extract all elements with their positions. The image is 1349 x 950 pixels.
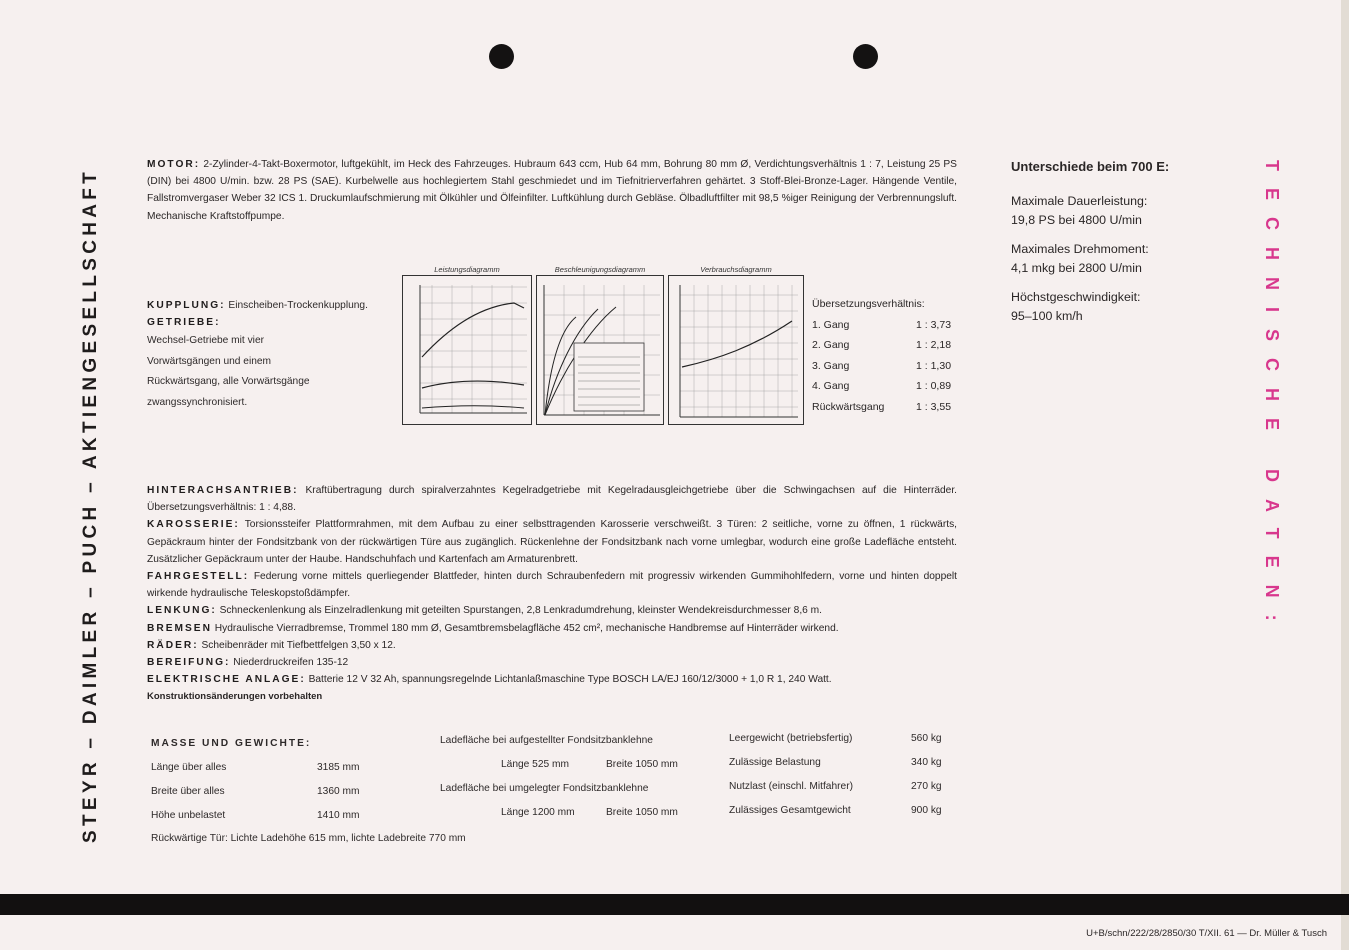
differences-title: Unterschiede beim 700 E: [1011, 159, 1170, 174]
tuer-text: Rückwärtige Tür: Lichte Ladehöhe 615 mm, lichte Ladebreite 770 mm [151, 833, 466, 844]
leistung-diagram [402, 265, 532, 425]
bottom-bar [0, 894, 1349, 915]
gear-ratio-value: 1 : 3,55 [916, 400, 952, 413]
weight-value: 560 kg [911, 733, 942, 744]
section-title-vertical: TECHNISCHE DATEN: [1262, 160, 1282, 638]
mass-value: 3185 mm [317, 762, 360, 773]
raeder-text: Scheibenräder mit Tiefbettfelgen 3,50 x 12. [201, 639, 396, 651]
gear-name: 4. Gang [812, 380, 850, 393]
weight-label: Zulässiges Gesamtgewicht [729, 805, 851, 816]
masse-title: MASSE UND GEWICHTE: [151, 738, 312, 749]
gear-ratio-value: 1 : 0,89 [916, 380, 952, 393]
verbrauch-diagram-title: Verbrauchsdiagramm [700, 265, 772, 274]
karosserie-label: KAROSSERIE: [147, 519, 240, 531]
gear-name: 3. Gang [812, 359, 850, 372]
mass-value: 1410 mm [317, 810, 360, 821]
lenkung-text: Schneckenlenkung als Einzelradlenkung mit geteilten Spurstangen, 2,8 Lenkradumdrehung, kleinster Wendekreisdurchmesser 8,6 m. [219, 605, 822, 617]
page-edge [1341, 0, 1349, 950]
hinterachs-label: HINTERACHSANTRIEB: [147, 485, 299, 496]
vorbehalt-note: Konstruktionsänderungen vorbehalten [147, 691, 323, 703]
gear-name: 1. Gang [812, 318, 850, 331]
print-footer: U+B/schn/222/28/2850/30 T/XII. 61 — Dr. Müller & Tusch [1086, 928, 1327, 939]
mass-label: Höhe unbelastet [151, 810, 226, 821]
verbrauch-diagram-graph [668, 275, 804, 425]
lenkung-label: LENKUNG: [147, 605, 217, 617]
ladeflaeche-breite: Breite 1050 mm [606, 759, 678, 770]
weight-label: Nutzlast (einschl. Mitfahrer) [729, 781, 853, 792]
ladeflaeche-label: Ladefläche bei umgelegter Fondsitzbanklehne [440, 783, 649, 794]
punch-hole-right [853, 44, 878, 69]
getriebe-label: GETRIEBE: [147, 317, 221, 329]
getriebe-line: Rückwärtsgang, alle Vorwärtsgänge [147, 376, 310, 388]
leistung-diagram-title: Leistungsdiagramm [434, 265, 500, 274]
weight-value: 270 kg [911, 781, 942, 792]
diff-label: Maximales Drehmoment: [1011, 242, 1149, 256]
mass-label: Breite über alles [151, 786, 225, 797]
bremsen-text: Hydraulische Vierradbremse, Trommel 180 mm Ø, Gesamtbremsbelagfläche 452 cm², mechanische Handbremse auf Hinterräder wirkend. [214, 622, 839, 634]
diff-label: Maximale Dauerleistung: [1011, 194, 1148, 208]
bremsen-label: BREMSEN [147, 622, 212, 634]
gear-name: 2. Gang [812, 339, 850, 352]
mass-value: 1360 mm [317, 786, 360, 797]
fahrgestell-label: FAHRGESTELL: [147, 571, 250, 583]
hinterachs-text: Kraftübertragung durch spiralverzahntes Kegelradgetriebe mit Kegelradausgleichgetriebe über die Schwingachsen auf die Hinterräder. Übersetzungsverhältnis: 1 : 4,88. [147, 485, 957, 514]
getriebe-line: Wechsel-Getriebe mit vier [147, 335, 265, 347]
weight-label: Leergewicht (betriebsfertig) [729, 733, 853, 744]
ladeflaeche-laenge: Länge 1200 mm [501, 807, 575, 818]
weight-label: Zulässige Belastung [729, 757, 821, 768]
bereifung-label: BEREIFUNG: [147, 657, 231, 669]
company-name-vertical: STEYR – DAIMLER – PUCH – AKTIENGESELLSCHAFT [80, 167, 101, 843]
raeder-label: RÄDER: [147, 639, 199, 651]
beschleunigung-diagram-title: Beschleunigungsdiagramm [554, 265, 646, 274]
leistung-diagram-graph [402, 275, 532, 425]
fahrgestell-text: Federung vorne mittels querliegender Blattfeder, hinten durch Schraubenfedern mit progressiv wirkenden Gummihohlfedern, vorne und hinten doppelt wirkende hydraulische Teleskopstoßdämpfer. [147, 571, 957, 600]
ladeflaeche-breite: Breite 1050 mm [606, 807, 678, 818]
motor-label: MOTOR: [147, 159, 201, 170]
ladeflaeche-label: Ladefläche bei aufgestellter Fondsitzbanklehne [440, 735, 653, 746]
motor-text: 2-Zylinder-4-Takt-Boxermotor, luftgekühlt, im Heck des Fahrzeuges. Hubraum 643 ccm, Hub 64 mm, Bohrung 80 mm Ø, Verdichtungsverhältnis 1 : 7, Leistung 25 PS (DIN) bei 4800 U/min. bzw. 28 PS (SAE). Kurbelwelle aus hochlegiertem Stahl geschmiedet und im Tiefnitrierverfahren gehärtet. 3 Stoff-Blei-Bronze-Lager. Hängende Ventile, Fallstromvergaser Weber 32 ICS 1. Druckumlaufschmierung mit Ölkühler und Ölfeinfilter. Luftkühlung durch Gebläse. Ölbadluftfilter mit 98,5 %iger Reinigung der Verbrennungsluft. Mechanische Kraftstoffpumpe. [147, 159, 957, 222]
gear-ratios [812, 294, 951, 418]
getriebe-line: zwangssynchronisiert. [147, 396, 248, 408]
weight-value: 340 kg [911, 757, 942, 768]
diff-value: 19,8 PS bei 4800 U/min [1011, 213, 1142, 227]
elektrik-label: ELEKTRISCHE ANLAGE: [147, 674, 306, 686]
bereifung-text: Niederdruckreifen 135-12 [233, 657, 349, 669]
kupplung-label: KUPPLUNG: [147, 300, 226, 311]
gear-ratio-row [812, 315, 951, 336]
diff-value: 95–100 km/h [1011, 309, 1083, 323]
beschleunigung-diagram-graph [536, 275, 664, 425]
gear-ratio-row [812, 356, 951, 377]
gear-ratio-value: 1 : 3,73 [916, 318, 952, 331]
specs-section [147, 482, 957, 706]
kupplung-text: Einscheiben-Trockenkupplung. [228, 300, 368, 311]
ladeflaeche-laenge: Länge 525 mm [501, 759, 569, 770]
mass-label: Länge über alles [151, 762, 227, 773]
punch-hole-left [489, 44, 514, 69]
gear-ratios-title: Übersetzungsverhältnis: [812, 298, 925, 310]
karosserie-text: Torsionssteifer Plattformrahmen, mit dem Aufbau zu einer selbsttragenden Karosserie verschweißt. 3 Türen: 2 seitliche, vorne zu öffnen, 1 rückwärts, Gepäckraum hinter der Fondsitzbank von der rückwärtigen Türe aus zugänglich. Rückenlehne der Fondsitzbank nach vorne umlegbar, wodurch eine große Ladefläche entsteht. Zusätzlicher Gepäckraum unter der Haube. Handschuhfach und Kartenfach am Armaturenbrett. [147, 519, 957, 565]
gear-ratio-row [812, 335, 951, 356]
gear-ratio-row [812, 397, 951, 418]
beschleunigung-diagram [536, 265, 664, 425]
gear-ratio-value: 1 : 2,18 [916, 339, 952, 352]
verbrauch-diagram [668, 265, 804, 425]
gear-name: Rückwärtsgang [812, 400, 885, 413]
gear-ratio-row [812, 376, 951, 397]
kupplung-getriebe-section [147, 297, 397, 413]
diff-value: 4,1 mkg bei 2800 U/min [1011, 261, 1142, 275]
diff-label: Höchstgeschwindigkeit: [1011, 290, 1141, 304]
gear-ratio-value: 1 : 1,30 [916, 359, 952, 372]
weight-value: 900 kg [911, 805, 942, 816]
elektrik-text: Batterie 12 V 32 Ah, spannungsregelnde Lichtanlaßmaschine Type BOSCH LA/EJ 160/12/3000 + 1,0 R 1, 240 Watt. [308, 674, 832, 686]
getriebe-line: Vorwärtsgängen und einem [147, 355, 272, 367]
differences-700e [1011, 157, 1169, 336]
motor-section [147, 156, 957, 225]
